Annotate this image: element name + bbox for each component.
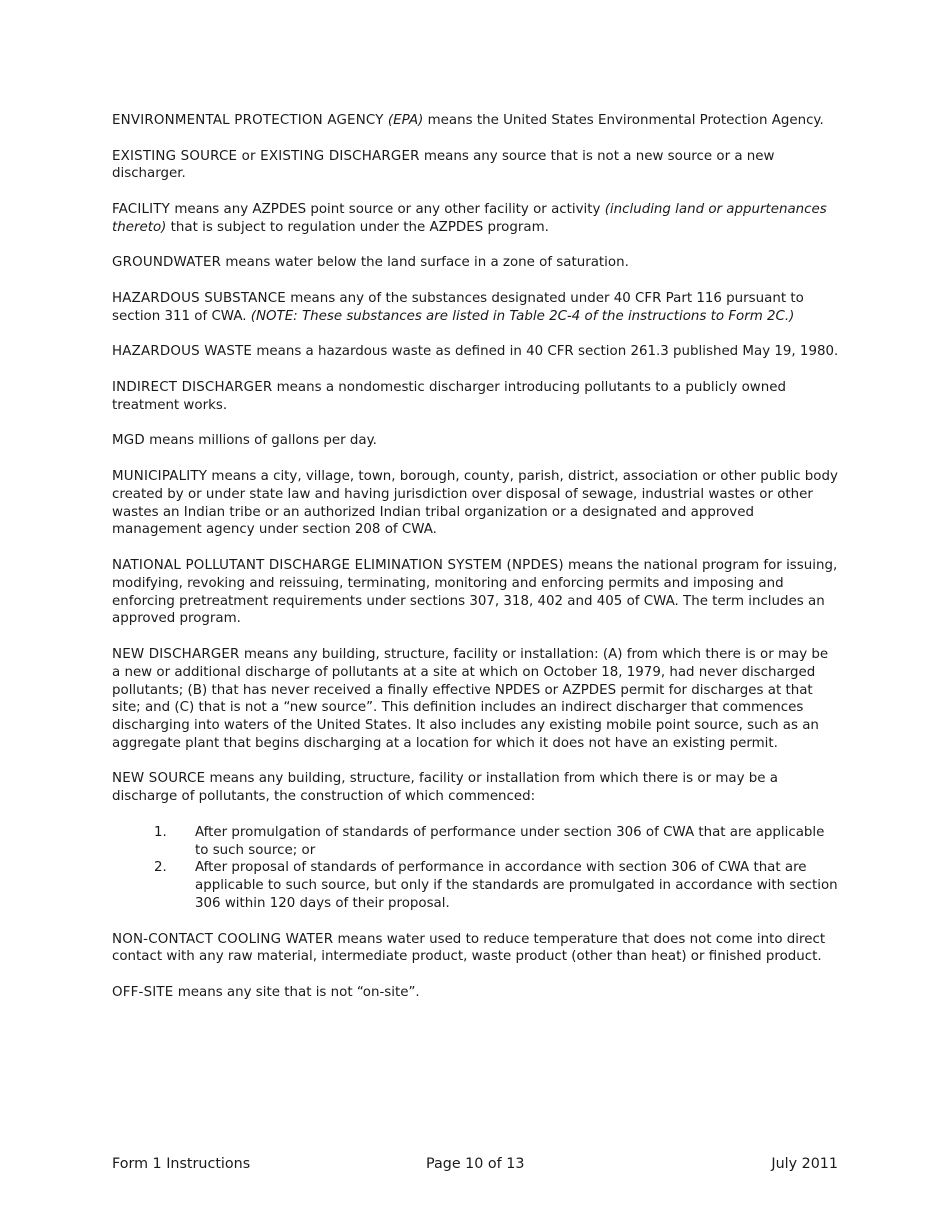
definition-text: means water below the land surface in a zone of saturation. — [221, 255, 629, 271]
definition-term: NEW DISCHARGER — [112, 646, 240, 662]
list-item-number: 2. — [154, 860, 167, 876]
definition-text-continued: that is subject to regulation under the AZPDES program. — [166, 219, 549, 235]
footer-date: July 2011 — [771, 1156, 838, 1172]
list-item-text: After proposal of standards of performance in accordance with section 306 of CWA that are applicable to such source, but only if the standards are promulgated in accordance with section 306 within 120 days of their proposal. — [195, 860, 838, 912]
definition-text: means a city, village, town, borough, county, parish, district, association or other public body created by or under state law and having jurisdiction over disposal of sewage, industrial wastes or other wastes an Indian tribe or an authorized Indian tribal organization or a designated and approved management agency under section 208 of CWA. — [112, 468, 838, 538]
definition-off-site — [112, 984, 840, 1002]
footer-form-title: Form 1 Instructions — [112, 1156, 251, 1172]
definition-text: means any building, structure, facility or installation: (A) from which there is or may be a new or additional discharge of pollutants at a site at which on October 18, 1979, had never discharged pollutants; (B) that has never received a finally effective NPDES or AZPDES permit for discharges at that site; and (C) that is not a “new source”. This definition includes an indirect discharger that commences discharging into waters of the United States. It also includes any existing mobile point source, such as an aggregate plant that begins discharging at a location for which it does not have an existing permit. — [112, 646, 829, 751]
definition-term: OFF-SITE — [112, 985, 174, 1001]
definition-non-contact-cooling-water — [112, 931, 840, 967]
definition-term: NATIONAL POLLUTANT DISCHARGE ELIMINATION SYSTEM (NPDES) — [112, 557, 564, 573]
definition-term: GROUNDWATER — [112, 255, 222, 271]
definition-text: means water used to reduce temperature that does not come into direct contact with any raw material, intermediate product, waste product (other than heat) or finished product. — [112, 931, 826, 965]
definition-term: INDIRECT DISCHARGER — [112, 379, 273, 395]
list-item — [112, 824, 840, 860]
definition-note: (NOTE: These substances are listed in Table 2C-4 of the instructions to Form 2C.) — [250, 308, 795, 324]
definition-term: NON-CONTACT COOLING WATER — [112, 931, 334, 947]
definition-term: NEW SOURCE — [112, 771, 206, 787]
definition-groundwater — [112, 254, 840, 272]
definition-text: means any source that is not a new source or a new discharger. — [112, 148, 775, 182]
definition-term: MGD — [112, 433, 145, 449]
definition-hazardous-substance — [112, 290, 840, 326]
definition-term: HAZARDOUS WASTE — [112, 344, 253, 360]
definition-term: HAZARDOUS SUBSTANCE — [112, 290, 286, 306]
definition-term: ENVIRONMENTAL PROTECTION AGENCY — [112, 113, 384, 128]
definition-facility — [112, 201, 840, 237]
definition-text: means millions of gallons per day. — [144, 433, 377, 449]
definition-text: means a hazardous waste as defined in 40 CFR section 261.3 published May 19, 1980. — [252, 344, 839, 360]
definition-term: MUNICIPALITY — [112, 468, 208, 484]
definition-epa — [112, 112, 840, 130]
list-item — [112, 859, 840, 912]
definition-existing-source — [112, 148, 840, 184]
definition-municipality — [112, 468, 840, 539]
definition-npdes — [112, 557, 840, 628]
definition-text: means the United States Environmental Protection Agency. — [423, 113, 824, 128]
definition-abbreviation: (EPA) — [387, 113, 424, 128]
definition-mgd — [112, 432, 840, 450]
definition-text: means a nondomestic discharger introducing pollutants to a publicly owned treatment works. — [112, 379, 786, 413]
definition-text: means any of the substances designated under 40 CFR Part 116 pursuant to section 311 of CWA. — [112, 290, 804, 324]
definition-text: means any building, structure, facility or installation from which there is or may be a discharge of pollutants, the construction of which commenced: — [112, 771, 778, 805]
definition-term: EXISTING SOURCE or EXISTING DISCHARGER — [112, 148, 420, 164]
definition-text: means the national program for issuing, modifying, revoking and reissuing, terminating, monitoring and enforcing permits and imposing and enforcing pretreatment requirements under sections 307, 318, 402 and 405 of CWA. The term includes an approved program. — [112, 557, 838, 627]
definition-text: means any site that is not “on-site”. — [173, 985, 420, 1001]
definition-new-source — [112, 770, 840, 806]
definition-new-discharger — [112, 646, 840, 753]
definition-italic-note: (including land or appurtenances thereto) — [112, 201, 827, 235]
definition-term: FACILITY — [112, 201, 171, 217]
new-source-list — [112, 824, 840, 913]
definition-text: means any AZPDES point source or any other facility or activity — [170, 201, 605, 217]
footer-page-number: Page 10 of 13 — [426, 1156, 525, 1172]
definition-indirect-discharger — [112, 379, 840, 415]
definitions-content — [112, 112, 840, 1020]
list-item-number: 1. — [154, 824, 167, 840]
list-item-text: After promulgation of standards of performance under section 306 of CWA that are applicable to such source; or — [195, 824, 825, 858]
definition-hazardous-waste — [112, 343, 840, 361]
